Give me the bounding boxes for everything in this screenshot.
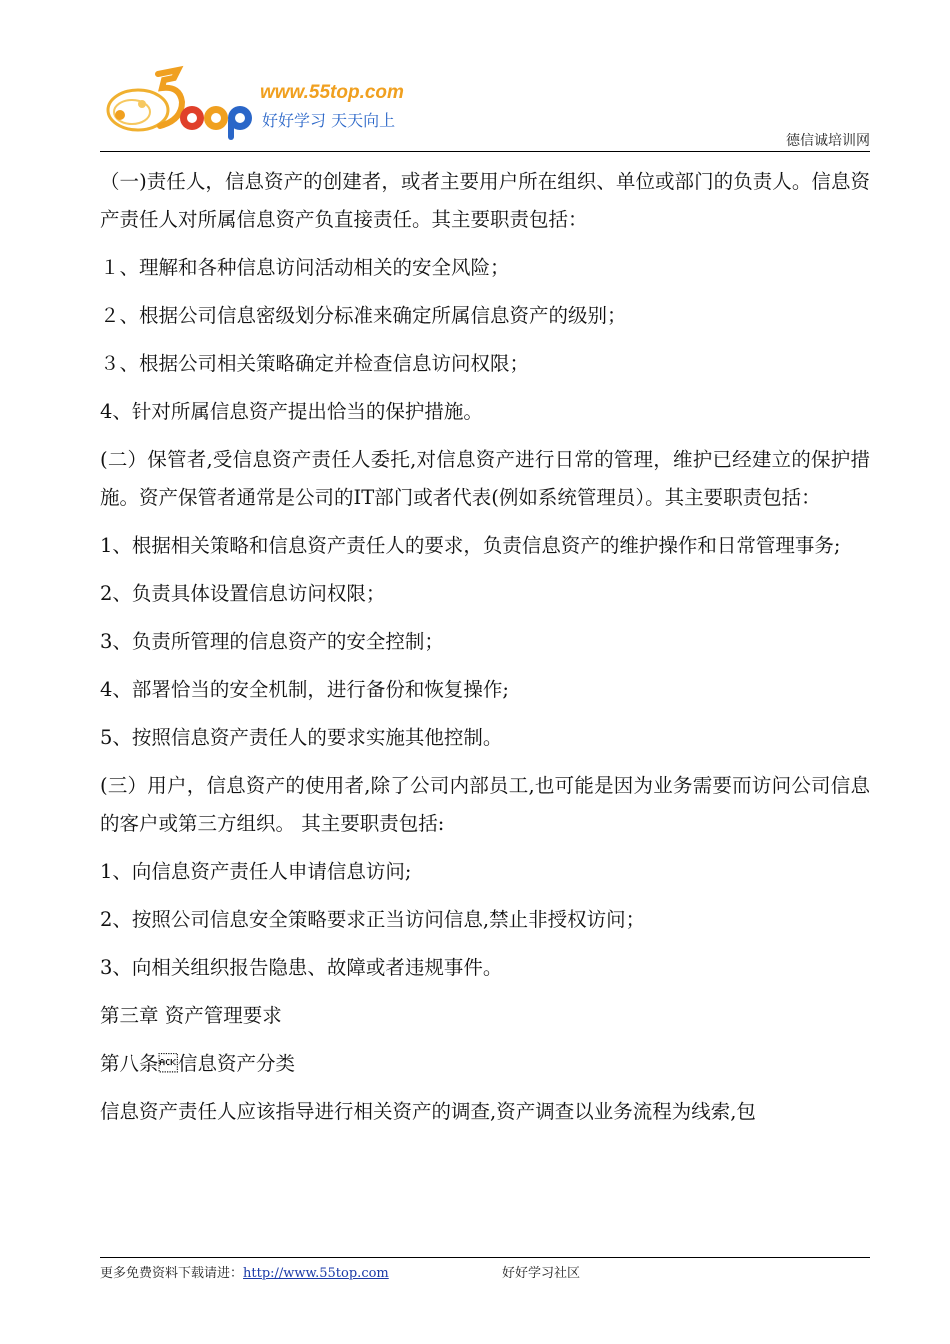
header-divider	[100, 151, 870, 152]
logo-swirl-icon	[108, 70, 182, 130]
paragraph: 4、部署恰当的安全机制，进行备份和恢复操作;	[100, 678, 509, 701]
paragraph: 5、按照信息资产责任人的要求实施其他控制。	[100, 726, 503, 749]
paragraph: 1、根据相关策略和信息资产责任人的要求，负责信息资产的维护操作和日常管理事务;	[100, 534, 841, 557]
paragraph: 信息资产责任人应该指导进行相关资产的调查,资产调查以业务流程为线索,包	[100, 1100, 756, 1123]
footer-community: 好好学习社区	[502, 1266, 581, 1281]
footer-download-note	[100, 1262, 389, 1281]
paragraph: 2、按照公司信息安全策略要求正当访问信息,禁止非授权访问；	[100, 908, 646, 931]
footer-divider	[100, 1257, 870, 1258]
paragraph: ２、根据公司信息密级划分标准来确定所属信息资产的级别；	[100, 304, 627, 327]
paragraph: 2、负责具体设置信息访问权限；	[100, 582, 386, 605]
chapter-heading: 第三章 资产管理要求	[100, 1004, 282, 1027]
paragraph: （一)责任人，信息资产的创建者，或者主要用户所在组织、单位或部门的负责人。信息资产责任人对所属信息资产负直接责任。其主要职责包括：	[100, 170, 870, 231]
logo-slogan: 好好学习 天天向上	[262, 111, 396, 130]
footer-link[interactable]: http://www.55top.com	[243, 1266, 389, 1281]
paragraph: 1、向信息资产责任人申请信息访问;	[100, 860, 412, 883]
paragraph: １、理解和各种信息访问活动相关的安全风险；	[100, 256, 510, 279]
article-heading: 第八条信息资产分类	[100, 1052, 296, 1075]
document-body	[100, 163, 870, 1141]
paragraph: (二）保管者,受信息资产责任人委托,对信息资产进行日常的管理，维护已经建立的保护措施。资产保管者通常是公司的IT部门或者代表(例如系统管理员）。其主要职责包括：	[100, 448, 870, 509]
logo-url: www.55top.com	[260, 82, 404, 103]
footer-prefix: 更多免费资料下载请进：	[100, 1266, 244, 1281]
paragraph: (三）用户，信息资产的使用者,除了公司内部员工,也可能是因为业务需要而访问公司信息的客户或第三方组织。 其主要职责包括:	[100, 774, 870, 835]
55top-logo	[100, 60, 420, 146]
paragraph: ３、根据公司相关策略确定并检查信息访问权限；	[100, 352, 530, 375]
header-site-name: 德信诚培训网	[786, 133, 870, 149]
paragraph: 3、向相关组织报告隐患、故障或者违规事件。	[100, 956, 503, 979]
paragraph: 3、负责所管理的信息资产的安全控制；	[100, 630, 444, 653]
page-header	[100, 60, 870, 152]
logo-top-letters	[180, 106, 252, 140]
paragraph: 4、针对所属信息资产提出恰当的保护措施。	[100, 400, 483, 423]
